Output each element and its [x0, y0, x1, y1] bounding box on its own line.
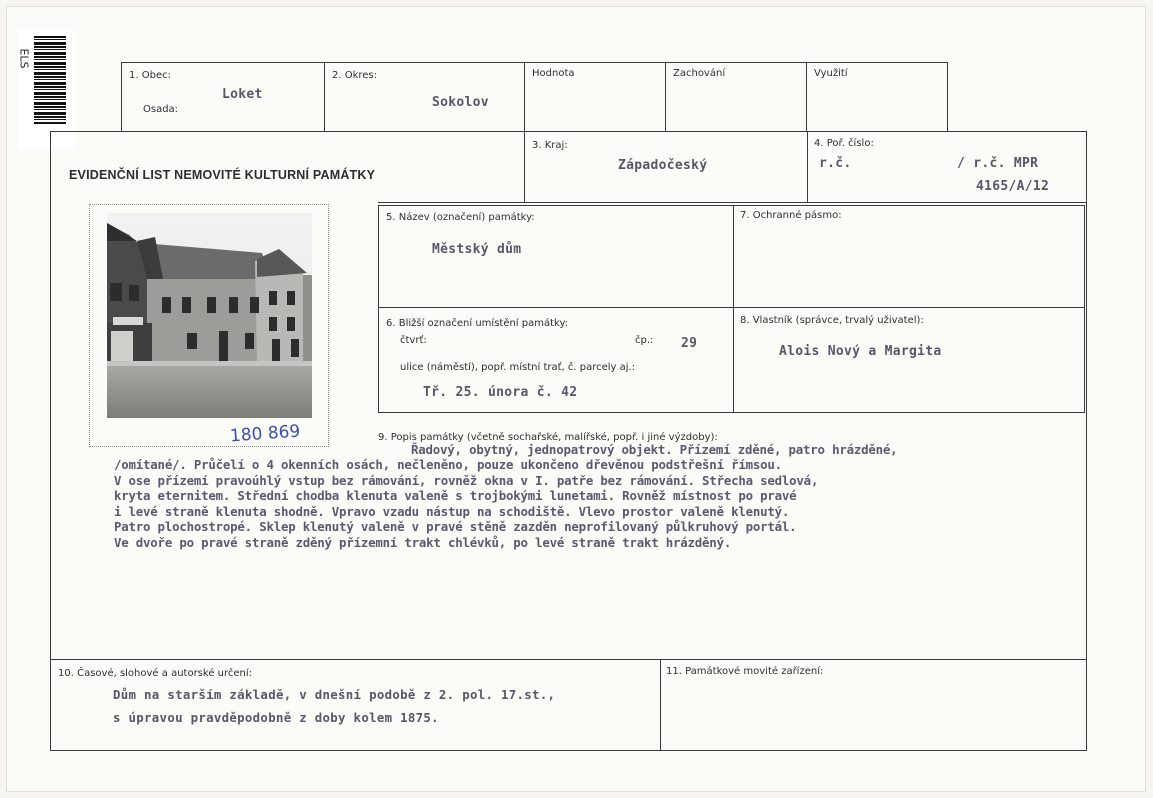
form-title: EVIDENČNÍ LIST NEMOVITÉ KULTURNÍ PAMÁTKY	[69, 168, 376, 182]
popis-line: Ve dvoře po pravé straně zděný přízemní trakt chlévků, po levé straně trakt hrázděný.	[114, 535, 732, 550]
kraj-value: Západočeský	[618, 158, 708, 173]
okres-value: Sokolov	[432, 95, 489, 110]
photo-number: 180 869	[229, 421, 301, 447]
ulice-label: ulice (náměstí), popř. místní trať, č. parcely aj.:	[400, 362, 636, 373]
cp-value: 29	[681, 336, 698, 351]
zachovani-label: Zachování	[673, 68, 726, 79]
nazev-value: Městský dům	[432, 242, 522, 257]
osada-label: Osada:	[143, 104, 179, 115]
divider	[378, 202, 1087, 203]
hodnota-label: Hodnota	[532, 68, 575, 79]
popis-line: Řadový, obytný, jednopatrový objekt. Přízemí zděné, patro hrázděné,	[411, 442, 898, 457]
building-photo	[107, 213, 312, 418]
pasmo-label: 7. Ochranné pásmo:	[740, 210, 842, 221]
kraj-label: 3. Kraj:	[532, 140, 568, 151]
nazev-label: 5. Název (označení) památky:	[386, 212, 535, 223]
ctvrt-label: čtvrť:	[400, 335, 427, 346]
popis-line: V ose přízemí pravoúhlý vstup bez rámování, rovněž okna v I. patře bez rámování. Střecha sedlová,	[114, 473, 819, 488]
urceni-line2: s úpravou pravděpodobně z doby kolem 1875.	[113, 710, 439, 725]
vlastnik-value: Alois Nový a Margita	[779, 344, 942, 359]
obec-label: 1. Obec:	[129, 70, 171, 81]
vlastnik-label: 8. Vlastník (správce, trvalý uživatel):	[740, 315, 924, 326]
sticker-code: ELS	[17, 48, 31, 69]
cislo-rc: r.č.	[819, 156, 852, 171]
cislo-mpr: / r.č. MPR	[957, 156, 1039, 171]
vyuziti-label: Využití	[814, 68, 848, 79]
urceni-label: 10. Časové, slohové a autorské určení:	[58, 668, 253, 679]
popis-line: /omítané/. Průčelí o 4 okenních osách, nečleněno, pouze ukončeno dřevěnou podstřešní římsou.	[114, 457, 782, 472]
popis-line: Patro plochostropé. Sklep klenutý valeně v pravé stěně zazděn neprofilovaný půlkruhový portál.	[114, 519, 797, 534]
cislo-label: 4. Poř. číslo:	[814, 138, 874, 149]
cp-label: čp.:	[635, 335, 654, 346]
okres-label: 2. Okres:	[332, 70, 378, 81]
ulice-value: Tř. 25. února č. 42	[423, 385, 578, 400]
popis-label: 9. Popis památky (včetně sochařské, malířské, popř. i jiné výzdoby):	[378, 432, 718, 443]
urceni-line1: Dům na starším základě, v dnešní podobě z 2. pol. 17.st.,	[113, 687, 556, 702]
popis-line: i levé straně klenuta shodně. Vpravo vzadu nástup na schodiště. Vlevo prostor valeně klenutý.	[114, 504, 790, 519]
cislo-value: 4165/A/12	[976, 179, 1050, 194]
barcode-icon	[34, 36, 66, 124]
obec-value: Loket	[222, 87, 263, 102]
zarizeni-label: 11. Památkové movité zařízení:	[666, 666, 824, 677]
umisteni-label: 6. Bližší označení umístění památky:	[386, 318, 569, 329]
popis-line: kryta eternitem. Střední chodba klenuta valeně s trojbokými lunetami. Rovněž místnost po pravé	[114, 488, 797, 503]
